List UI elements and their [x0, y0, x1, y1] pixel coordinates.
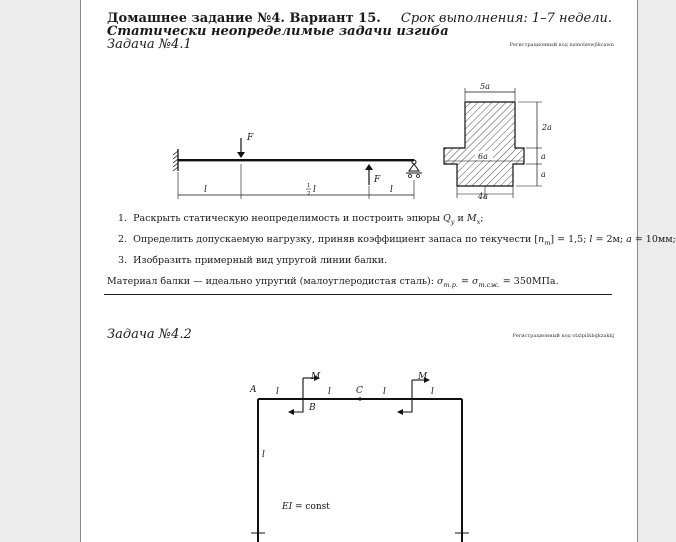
span-frac-num: 1 — [307, 183, 311, 189]
span-label-2: l — [313, 185, 316, 195]
moment-2-arrowhead-2 — [397, 409, 403, 415]
moment-2-bracket — [399, 380, 412, 412]
span-label-3: l — [390, 185, 393, 195]
material-note: Материал балки — идеально упругий (малоуглеродистая сталь): $\sigma_{т.р.} = \sigma_{т.сж.} = 350МПа$. — [107, 276, 559, 289]
span-frac-den: 2 — [307, 191, 311, 197]
span-l-2: l — [328, 387, 331, 397]
span-label-1: l — [204, 185, 207, 195]
dim-flange-height-1: a — [541, 152, 546, 161]
moment-1-arrowhead-2 — [288, 409, 294, 415]
force-label-top: F — [247, 133, 254, 143]
page-subtitle: Статически неопределимые задачи изгиба — [107, 24, 449, 39]
deadline-text: Срок выполнения: 1–7 недели. — [400, 11, 612, 26]
frame-structure — [251, 375, 469, 542]
moment-1-label: M — [311, 372, 321, 382]
task1-heading: Задача №4.1 — [107, 37, 192, 52]
point-a-label: A — [250, 385, 257, 395]
hinge-c — [358, 397, 361, 400]
moment-1-bracket — [290, 378, 303, 412]
dim-flange-height-2: a — [541, 170, 546, 179]
page-title: Домашнее задание №4. Вариант 15. — [107, 11, 381, 26]
dim-top-width: 5a — [480, 82, 490, 91]
force-label-bottom: F — [374, 175, 381, 185]
ei-label: EI = const — [282, 502, 330, 512]
span-l-4: l — [431, 387, 434, 397]
span-l-1: l — [276, 387, 279, 397]
span-l-3: l — [383, 387, 386, 397]
point-b-label: B — [309, 403, 316, 413]
task1-reg-code: Регистрационный код nsinolzewjlkcawn — [509, 42, 614, 48]
column-l-label: l — [262, 450, 265, 460]
task2-heading: Задача №4.2 — [107, 327, 192, 342]
task1-item-2: 2. Определить допускаемую нагрузку, приняв коэффициент запаса по текучести $[n_т] = 1,5$; l = 2м; a = 10мм; — [118, 234, 676, 247]
task2-reg-code: Регистрационный код otxlpiihbqkzakkj — [512, 333, 614, 339]
task1-item-1: 1. Раскрыть статическую неопределимость и построить эпюры $Q_y$ и $M_x$; — [118, 213, 484, 226]
moment-2-label: M — [418, 372, 428, 382]
task1-item-3: 3. Изобразить примерный вид упругой линии балки. — [118, 255, 388, 266]
point-c-label: C — [356, 386, 363, 396]
dim-bottom-width: 4a — [478, 192, 488, 201]
dim-flange-width: 6a — [478, 152, 488, 161]
dim-top-height: 2a — [542, 123, 552, 132]
